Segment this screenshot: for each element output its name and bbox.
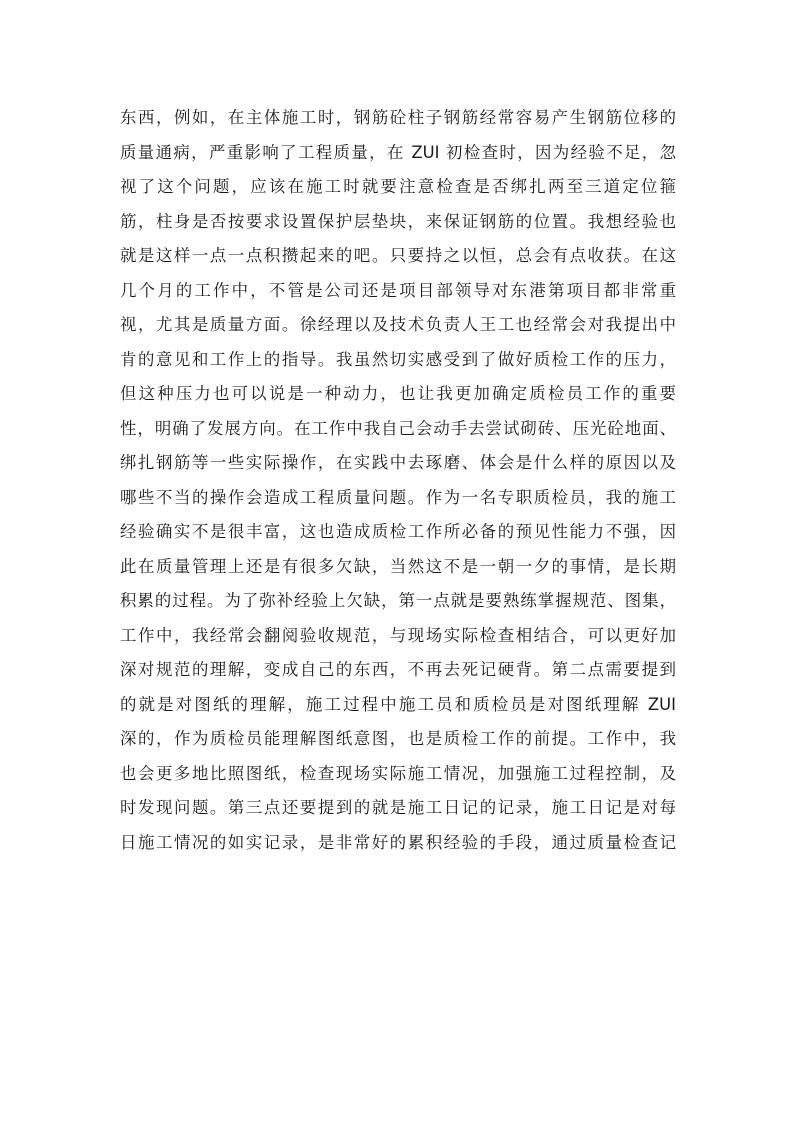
text-line-13: 经验确实不是很丰富，这也造成质检工作所必备的预见性能力不强，因	[120, 522, 676, 541]
text-line-11: 绑扎钢筋等一些实际操作，在实践中去琢磨、体会是什么样的原因以及	[120, 453, 676, 472]
text-line-19: 深的，作为质检员能理解图纸意图，也是质检工作的前提。工作中，我	[120, 729, 676, 748]
text-line-14: 此在质量管理上还是有很多欠缺，当然这不是一朝一夕的事情，是长期	[120, 556, 676, 576]
text-line-1: 东西，例如，在主体施工时，钢筋砼柱子钢筋经常容易产生钢筋位移的	[120, 108, 676, 127]
text-line-8: 肯的意见和工作上的指导。我虽然切实感受到了做好质检工作的压力，	[120, 349, 676, 369]
text-line-5: 就是这样一点一点积攒起来的吧。只要持之以恒，总会有点收获。在这	[120, 246, 676, 265]
text-line-2: 质量通病，严重影响了工程质量，在 ZUI 初检查时，因为经验不足，忽	[120, 142, 676, 162]
text-line-20: 也会更多地比照图纸，检查现场实际施工情况，加强施工过程控制，及	[120, 763, 676, 783]
text-line-17: 深对规范的理解，变成自己的东西，不再去死记硬背。第二点需要提到	[120, 660, 676, 679]
text-line-15: 积累的过程。为了弥补经验上欠缺，第一点就是要熟练掌握规范、图集，	[120, 591, 676, 610]
text-line-12: 哪些不当的操作会造成工程质量问题。作为一名专职质检员，我的施工	[120, 487, 676, 507]
text-line-6: 几个月的工作中，不管是公司还是项目部领导对东港第项目都非常重	[120, 280, 676, 300]
text-line-21: 时发现问题。第三点还要提到的就是施工日记的记录，施工日记是对每	[120, 798, 676, 817]
text-line-10: 性，明确了发展方向。在工作中我自己会动手去尝试砌砖、压光砼地面、	[120, 418, 676, 438]
text-line-18: 的就是对图纸的理解，施工过程中施工员和质检员是对图纸理解 ZUI	[120, 694, 676, 714]
text-line-22: 日施工情况的如实记录，是非常好的累积经验的手段，通过质量检查记	[120, 832, 676, 852]
text-line-16: 工作中，我经常会翻阅验收规范，与现场实际检查相结合，可以更好加	[120, 625, 676, 645]
text-line-3: 视了这个问题，应该在施工时就要注意检查是否绑扎两至三道定位箍	[120, 177, 676, 196]
body-text	[120, 101, 676, 860]
text-line-7: 视，尤其是质量方面。徐经理以及技术负责人王工也经常会对我提出中	[120, 315, 676, 334]
text-line-9: 但这种压力也可以说是一种动力，也让我更加确定质检员工作的重要	[120, 384, 676, 403]
text-line-4: 筋，柱身是否按要求设置保护层垫块，来保证钢筋的位置。我想经验也	[120, 211, 676, 231]
